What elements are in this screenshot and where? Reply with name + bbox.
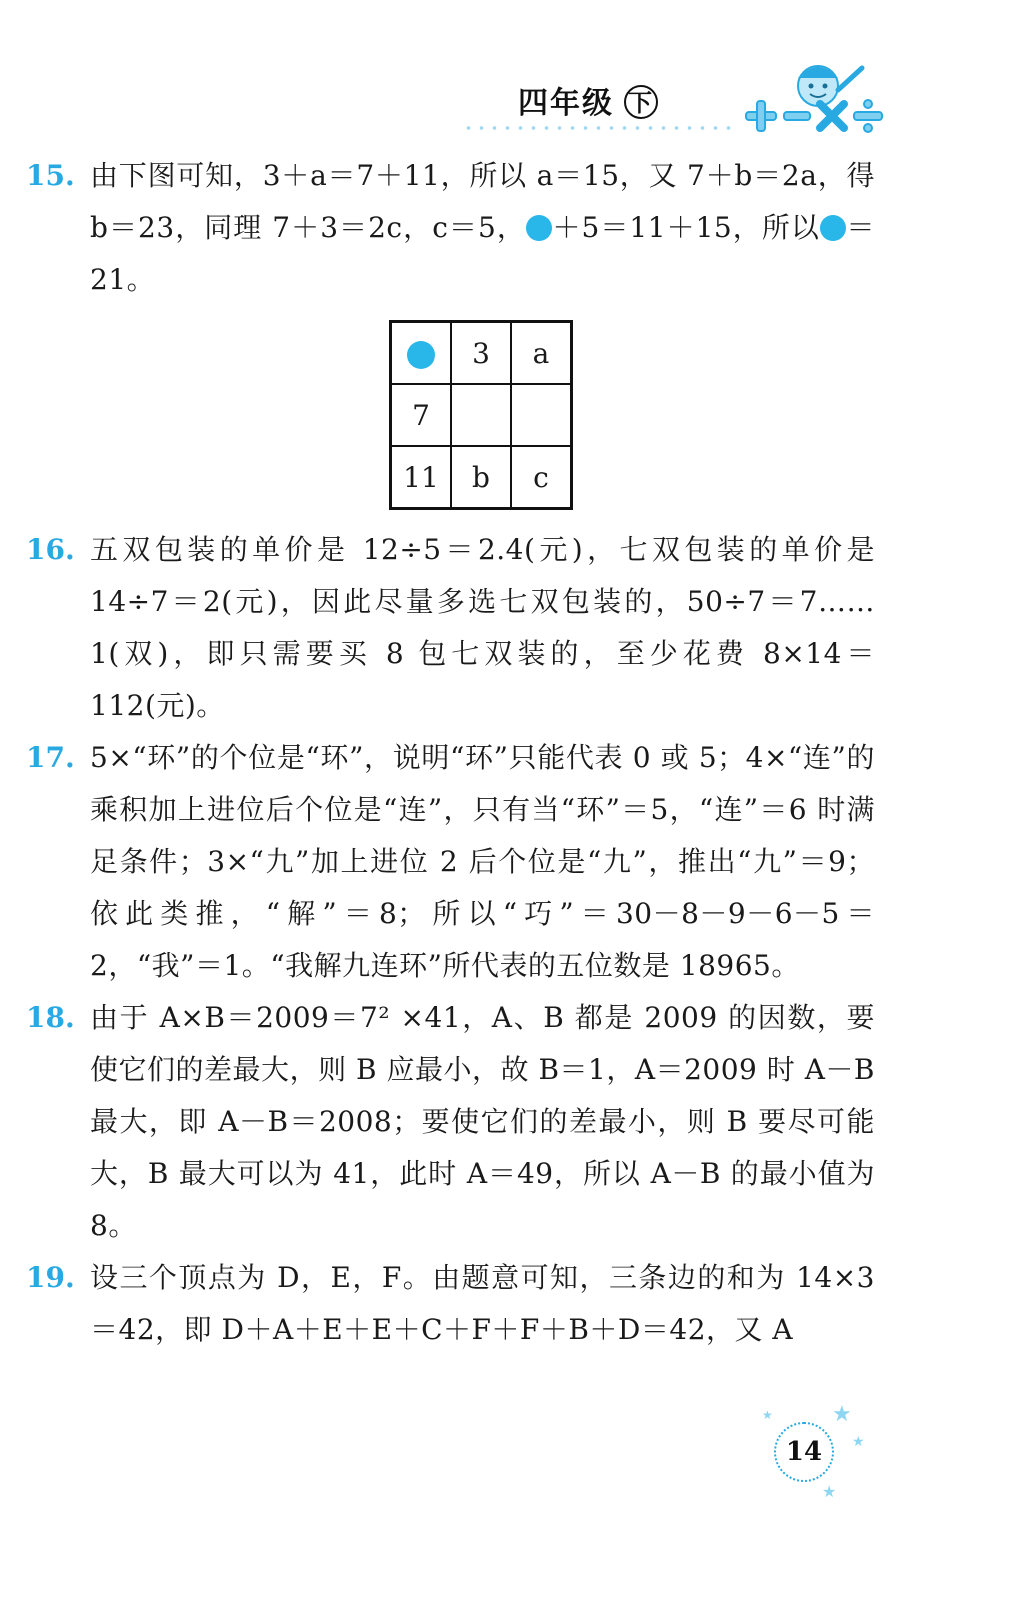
item-text-part: ＋5＝11＋15，所以	[551, 211, 820, 244]
item-number: 15.	[26, 159, 75, 192]
grid-row	[391, 384, 572, 446]
grid-row	[391, 446, 572, 509]
grid-cell	[511, 384, 572, 446]
grid-cell	[451, 384, 511, 446]
star-icon: ★	[832, 1402, 852, 1427]
item-text: 五双包装的单价是 12÷5＝2.4(元)，七双包装的单价是 14÷7＝2(元)，因此尽量多选七双包装的，50÷7＝7……1(双)，即只需要买 8 包七双装的，至少花费 8×14＝112(元)。	[90, 533, 875, 722]
mascot-math-symbols-logo	[740, 56, 900, 136]
item-text-part: 由下图可知，3＋a＝7＋11，所以 a＝15，又 7＋b＝2a，得 b＝23，同理 7＋3＝2c，c＝5，	[90, 159, 875, 244]
answer-item-16	[26, 524, 875, 732]
blue-dot-icon	[526, 215, 552, 241]
grade-title	[518, 78, 658, 122]
item-text-part: ＝21。	[90, 211, 876, 296]
answer-item-17	[26, 732, 875, 992]
item-text: 设三个顶点为 D，E，F。由题意可知，三条边的和为 14×3＝42，即 D＋A＋E＋E＋C＋F＋F＋B＋D＝42，又 A	[90, 1261, 875, 1346]
header-dotted-line	[462, 126, 732, 130]
item-text	[90, 150, 875, 306]
item-text: 5×“环”的个位是“环”，说明“环”只能代表 0 或 5；4×“连”的乘积加上进位后个位是“连”，只有当“环”＝5，“连”＝6 时满足条件；3×“九”加上进位 2 后个位是“九”，推出“九”＝9；依此类推，“解”＝8；所以“巧”＝30－8－9－6－5＝2，“我”＝1。“我解九连环”所代表的五位数是 18965。	[90, 741, 875, 982]
item-number: 18.	[26, 1001, 75, 1034]
grid-cell: 3	[451, 322, 511, 385]
answer-item-18	[26, 992, 875, 1252]
item-number: 17.	[26, 741, 75, 774]
answer-item-19	[26, 1252, 875, 1356]
grid-cell: c	[511, 446, 572, 509]
answer-item-15	[26, 150, 876, 524]
star-icon: ★	[822, 1482, 837, 1501]
magic-grid-figure	[90, 306, 875, 524]
answer-content	[0, 150, 1019, 1356]
grid-cell	[391, 322, 452, 385]
grid-row	[391, 322, 572, 385]
item-number: 16.	[26, 533, 75, 566]
grid-cell: a	[511, 322, 572, 385]
grade-label: 四年级	[518, 86, 614, 121]
item-text: 由于 A×B＝2009＝7² ×41，A、B 都是 2009 的因数，要使它们的差最大，则 B 应最小，故 B＝1，A＝2009 时 A－B 最大，即 A－B＝2008；要使它们的差最小，则 B 要尽可能大，B 最大可以为 41，此时 A＝49，所以 A－B 的最小值为 8。	[90, 1001, 875, 1242]
page-number-badge	[760, 1400, 880, 1510]
grid-cell: 11	[391, 446, 452, 509]
blue-dot-icon	[407, 341, 435, 369]
grid-cell: 7	[391, 384, 452, 446]
page-number: 14	[774, 1422, 834, 1482]
semester-badge: 下	[624, 85, 658, 119]
item-number: 19.	[26, 1261, 75, 1294]
grid-cell: b	[451, 446, 511, 509]
magic-grid	[389, 320, 573, 510]
star-icon: ★	[852, 1434, 865, 1450]
page-header	[0, 0, 1019, 150]
blue-dot-icon	[820, 215, 846, 241]
star-icon: ★	[762, 1408, 773, 1422]
